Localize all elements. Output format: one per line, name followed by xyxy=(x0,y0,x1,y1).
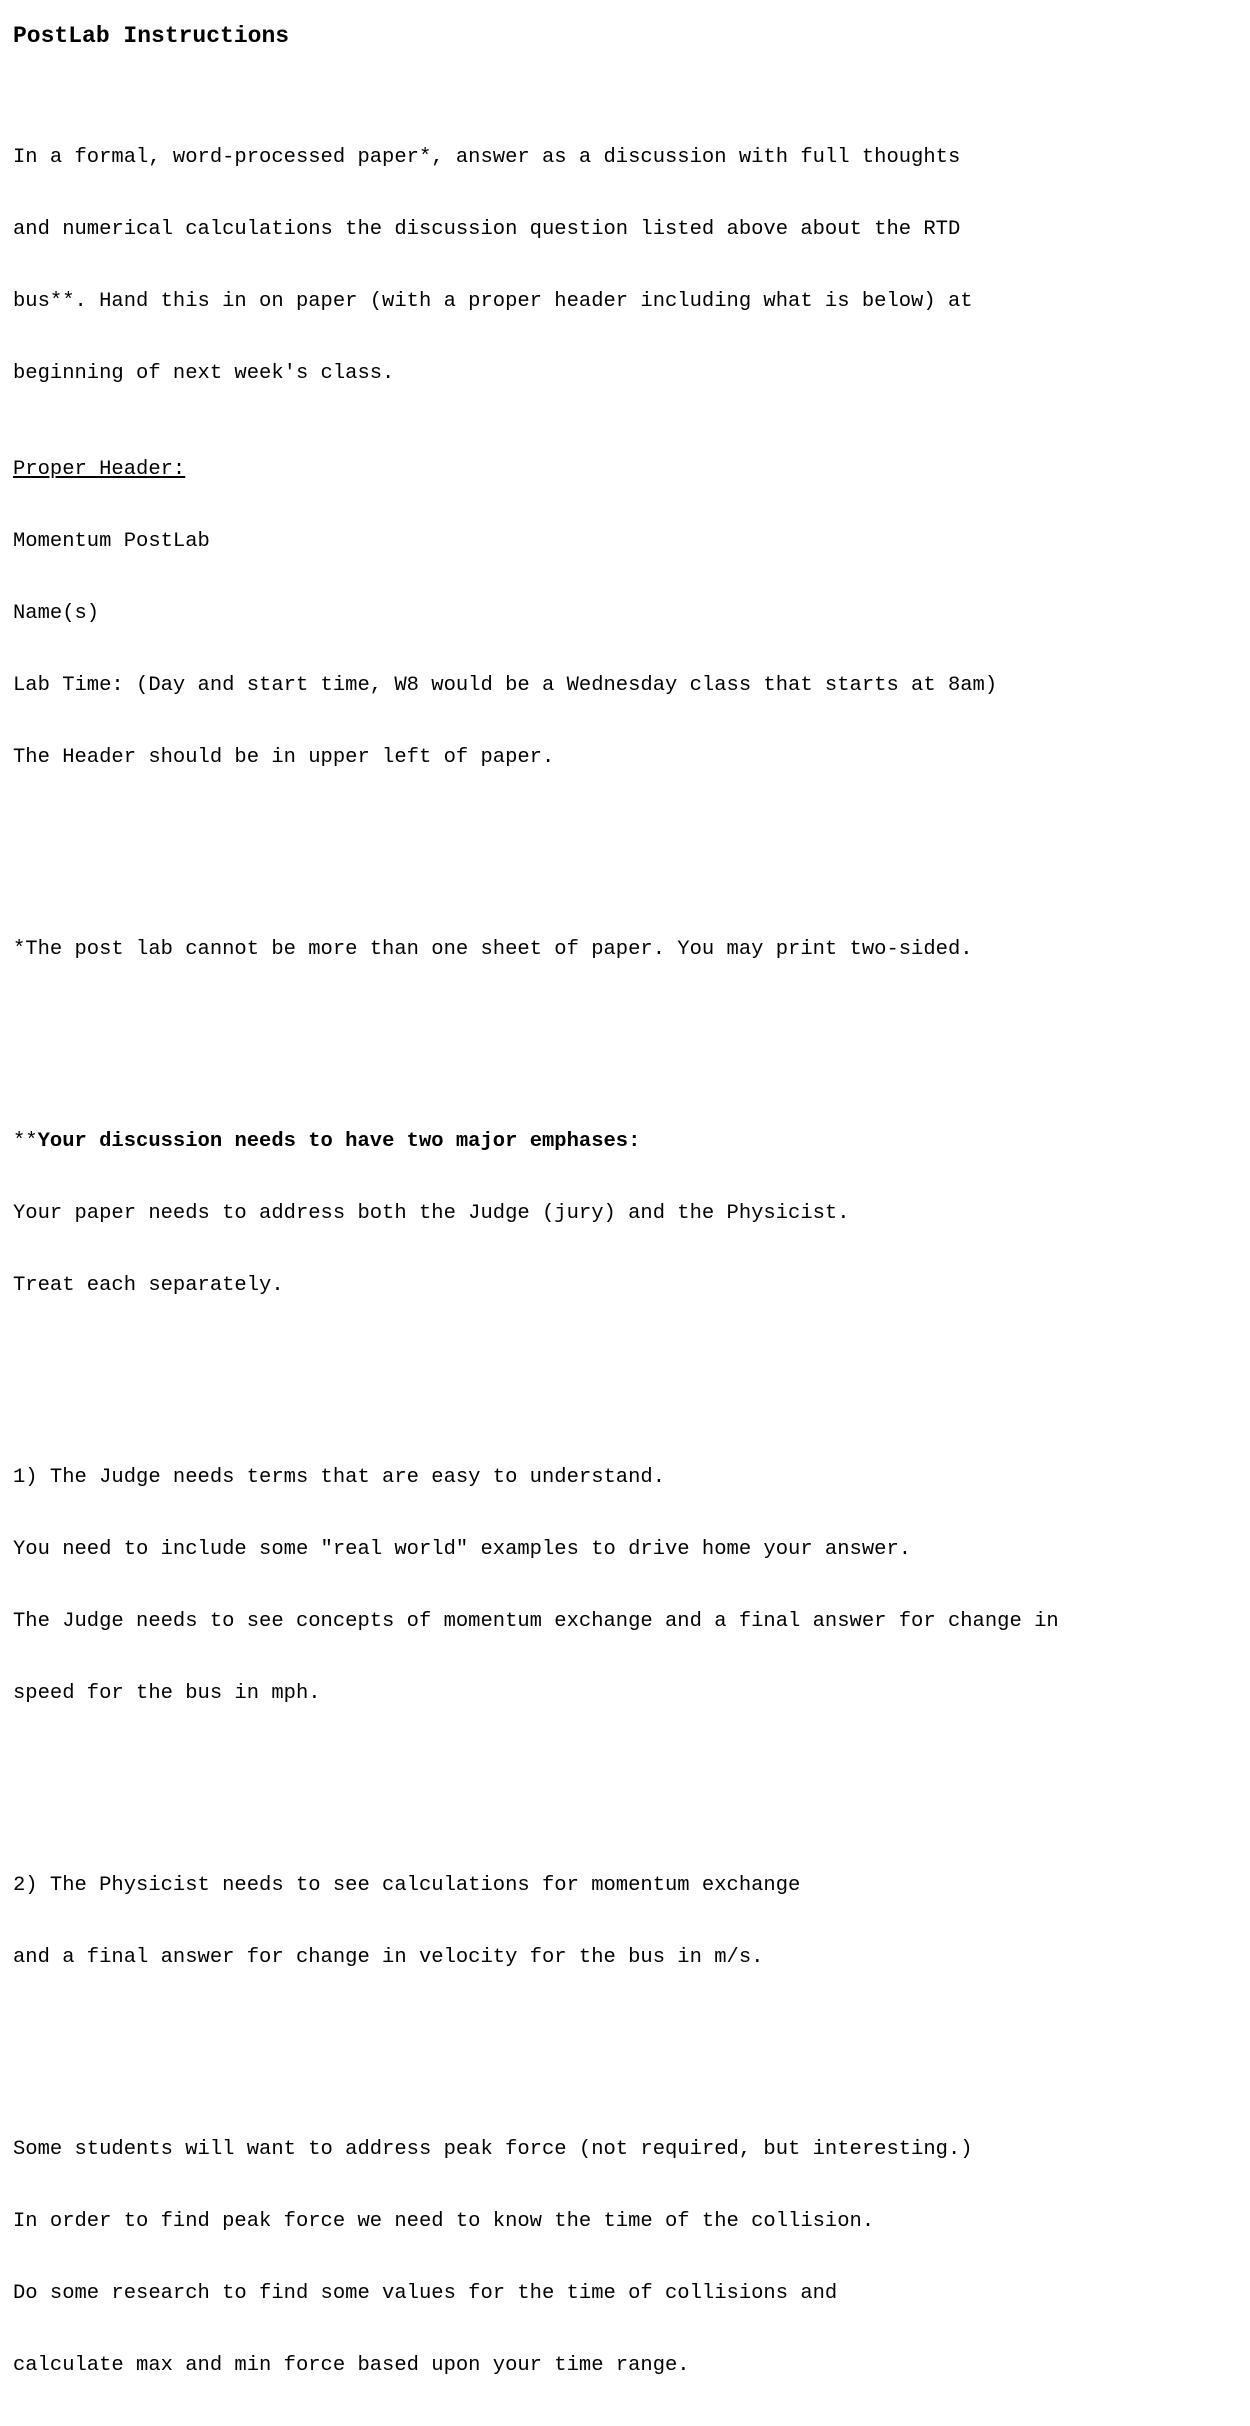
page-title: PostLab Instructions xyxy=(13,23,290,49)
intro-line-2: and numerical calculations the discussion question listed above about the RTD xyxy=(13,218,961,241)
judge-line-3: The Judge needs to see concepts of momentum exchange and a final answer for change in xyxy=(13,1610,1059,1633)
emphases-heading xyxy=(13,1130,1250,1154)
header-item-3: Lab Time: (Day and start time, W8 would be a Wednesday class that starts at 8am) xyxy=(13,674,998,697)
spacer xyxy=(13,1034,1250,1058)
intro-line-4: beginning of next week's class. xyxy=(13,362,395,385)
intro-line-1: In a formal, word-processed paper*, answer as a discussion with full thoughts xyxy=(13,146,961,169)
physicist-line-1: 2) The Physicist needs to see calculations for momentum exchange xyxy=(13,1874,801,1897)
instructions-body xyxy=(13,98,1250,2426)
proper-header-title: Proper Header: xyxy=(13,458,186,481)
peak-force-line-4: calculate max and min force based upon your time range. xyxy=(13,2354,690,2377)
emphases-line-1: Your paper needs to address both the Judge (jury) and the Physicist. xyxy=(13,1202,850,1225)
spacer xyxy=(13,842,1250,866)
header-item-1: Momentum PostLab xyxy=(13,530,210,553)
footnote-single-sheet: *The post lab cannot be more than one sheet of paper. You may print two-sided. xyxy=(13,938,973,961)
peak-force-line-3: Do some research to find some values for the time of collisions and xyxy=(13,2282,838,2305)
spacer xyxy=(13,2042,1250,2066)
intro-line-3: bus**. Hand this in on paper (with a proper header including what is below) at xyxy=(13,290,973,313)
physicist-line-2: and a final answer for change in velocity for the bus in m/s. xyxy=(13,1946,764,1969)
spacer xyxy=(13,1778,1250,1802)
spacer xyxy=(13,1370,1250,1394)
header-item-2: Name(s) xyxy=(13,602,100,625)
header-item-4: The Header should be in upper left of paper. xyxy=(13,746,555,769)
peak-force-line-2: In order to find peak force we need to know the time of the collision. xyxy=(13,2210,875,2233)
judge-line-4: speed for the bus in mph. xyxy=(13,1682,321,1705)
emphases-line-2: Treat each separately. xyxy=(13,1274,284,1297)
judge-line-1: 1) The Judge needs terms that are easy to understand. xyxy=(13,1466,666,1489)
judge-line-2: You need to include some "real world" examples to drive home your answer. xyxy=(13,1538,912,1561)
emphases-title: Your discussion needs to have two major emphases: xyxy=(37,1130,641,1153)
peak-force-line-1: Some students will want to address peak force (not required, but interesting.) xyxy=(13,2138,973,2161)
emphases-prefix: ** xyxy=(13,1130,38,1153)
